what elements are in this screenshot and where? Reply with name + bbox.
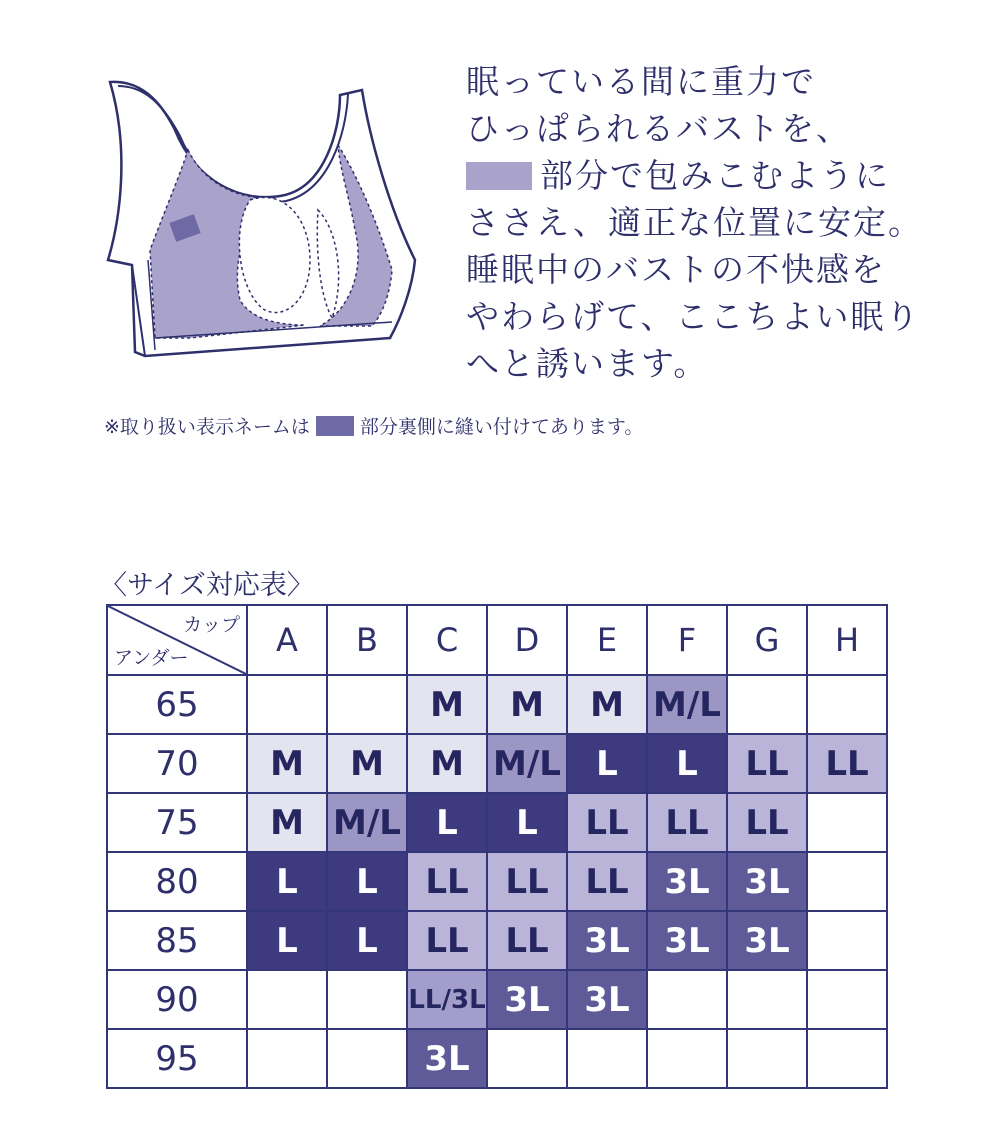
under-size-label: 95	[107, 1029, 247, 1088]
size-cell	[727, 1029, 807, 1088]
under-size-label: 70	[107, 734, 247, 793]
description-line-4: ささえ、適正な位置に安定。	[466, 203, 923, 242]
cup-header-c: C	[407, 605, 487, 675]
size-cell	[247, 970, 327, 1029]
size-cell: M	[567, 675, 647, 734]
size-cell: L	[647, 734, 727, 793]
cup-header-e: E	[567, 605, 647, 675]
cup-header-a: A	[247, 605, 327, 675]
size-cell: LL	[407, 911, 487, 970]
table-row	[107, 852, 887, 911]
note-text-after: 部分裏側に縫い付けてあります。	[359, 416, 644, 438]
label-patch-swatch	[316, 416, 354, 436]
size-cell	[327, 675, 407, 734]
description-line-7: へと誘います。	[466, 344, 709, 383]
description-line-3	[466, 152, 986, 199]
size-cell: 3L	[407, 1029, 487, 1088]
feature-description	[466, 58, 986, 387]
support-area-swatch	[466, 162, 532, 190]
size-cell: LL	[487, 852, 567, 911]
size-cell: L	[327, 911, 407, 970]
size-cell: L	[327, 852, 407, 911]
size-cell: 3L	[727, 911, 807, 970]
bra-icon	[100, 70, 430, 370]
size-cell	[807, 793, 887, 852]
size-cell: M/L	[487, 734, 567, 793]
size-cell	[807, 675, 887, 734]
under-size-label: 80	[107, 852, 247, 911]
size-cell: M/L	[327, 793, 407, 852]
table-row	[107, 1029, 887, 1088]
size-cell: LL	[727, 793, 807, 852]
size-cell	[247, 675, 327, 734]
under-size-label: 65	[107, 675, 247, 734]
size-cell: M	[487, 675, 567, 734]
size-cell	[327, 970, 407, 1029]
size-cell	[727, 970, 807, 1029]
size-cell: L	[247, 852, 327, 911]
size-cell: 3L	[647, 911, 727, 970]
size-cell: M	[407, 734, 487, 793]
size-cell: M	[247, 793, 327, 852]
size-cell: L	[567, 734, 647, 793]
cup-header-row	[107, 605, 887, 675]
size-cell: LL/3L	[407, 970, 487, 1029]
size-cell: 3L	[567, 970, 647, 1029]
size-cell	[567, 1029, 647, 1088]
table-row	[107, 911, 887, 970]
size-cell: M	[247, 734, 327, 793]
bra-illustration	[100, 70, 430, 370]
size-chart-table	[106, 604, 888, 1089]
size-cell	[647, 970, 727, 1029]
size-cell	[807, 1029, 887, 1088]
size-table-title: 〈サイズ対応表〉	[100, 570, 314, 601]
size-cell: L	[487, 793, 567, 852]
size-cell	[807, 852, 887, 911]
corner-under-label: アンダー	[114, 647, 189, 669]
description-line-5: 睡眠中のバストの不快感を	[466, 250, 886, 289]
cup-header-h: H	[807, 605, 887, 675]
size-cell: LL	[487, 911, 567, 970]
size-cell	[327, 1029, 407, 1088]
size-cell: L	[407, 793, 487, 852]
description-line-6: やわらげて、ここちよい眠り	[466, 297, 921, 336]
size-cell: M/L	[647, 675, 727, 734]
size-cell: M	[327, 734, 407, 793]
table-row	[107, 734, 887, 793]
cup-header-f: F	[647, 605, 727, 675]
size-cell	[807, 911, 887, 970]
cup-header-d: D	[487, 605, 567, 675]
size-cell	[807, 970, 887, 1029]
size-cell	[647, 1029, 727, 1088]
cup-header-g: G	[727, 605, 807, 675]
table-row	[107, 793, 887, 852]
size-cell: LL	[807, 734, 887, 793]
description-line-1: 眠っている間に重力で	[466, 62, 816, 101]
size-cell	[487, 1029, 567, 1088]
size-cell	[727, 675, 807, 734]
size-cell: LL	[567, 793, 647, 852]
size-cell: 3L	[487, 970, 567, 1029]
size-cell: LL	[407, 852, 487, 911]
size-cell: 3L	[727, 852, 807, 911]
care-label-note	[104, 412, 643, 439]
table-row	[107, 970, 887, 1029]
size-cell: 3L	[567, 911, 647, 970]
corner-cup-label: カップ	[183, 614, 240, 636]
size-cell: M	[407, 675, 487, 734]
cup-header-b: B	[327, 605, 407, 675]
size-cell: LL	[567, 852, 647, 911]
size-cell: LL	[647, 793, 727, 852]
table-row	[107, 675, 887, 734]
size-cell	[247, 1029, 327, 1088]
size-cell: LL	[727, 734, 807, 793]
size-cell: L	[247, 911, 327, 970]
note-text-before: ※取り扱い表示ネームは	[104, 416, 310, 438]
description-line-3-text: 部分で包みこむように	[540, 156, 890, 195]
description-line-2: ひっぱられるバストを、	[466, 109, 851, 148]
under-size-label: 85	[107, 911, 247, 970]
size-cell: 3L	[647, 852, 727, 911]
corner-header	[107, 605, 247, 675]
under-size-label: 75	[107, 793, 247, 852]
under-size-label: 90	[107, 970, 247, 1029]
